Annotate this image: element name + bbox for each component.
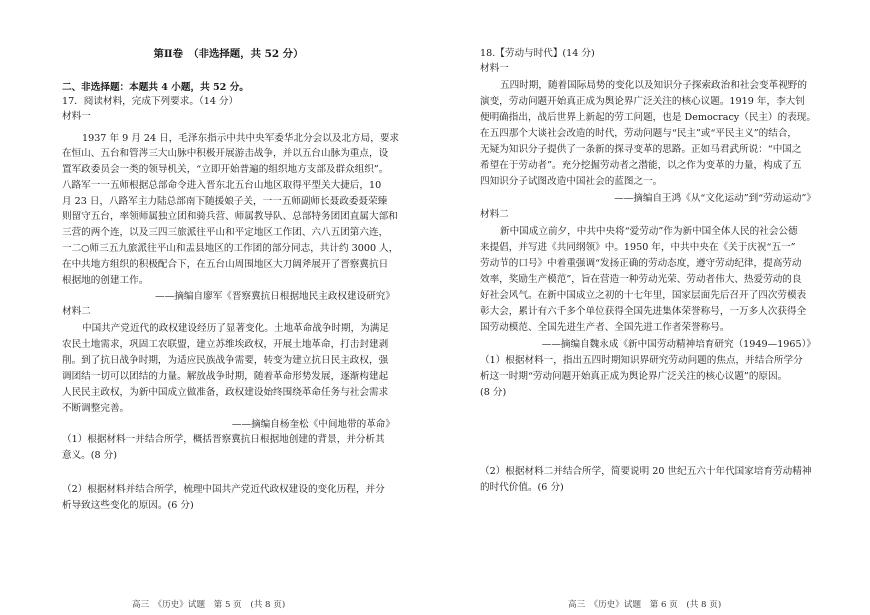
material-1-label: 材料一 <box>480 63 509 74</box>
material-1-label: 材料一 <box>62 111 91 122</box>
material-1-line: 1937 年 9 月 24 日，毛泽东指示中共中央军委华北分会以及北方局，要求 <box>82 133 400 144</box>
material-2-line: 国劳动模范、全国先进生产者、全国先进工作者荣誉称号。 <box>480 322 730 333</box>
question-18-1: 析这一时期“劳动问题开始真正成为舆论界广泛关注的核心议题”的原因。 <box>480 371 788 382</box>
material-1-line: 四知识分子试图改造中国社会的蓝图之一。 <box>480 176 663 187</box>
question-18-2: （2）根据材料二并结合所学，简要说明 20 世纪五六十年代国家培育劳动精神 <box>480 466 812 477</box>
left-page <box>62 0 400 615</box>
material-1-line: 无疑为知识分子提供了一条新的探寻变革的思路。正如马君武所说：“中国之 <box>480 144 802 155</box>
material-2-label: 材料二 <box>62 306 91 317</box>
material-2-line: 人民民主政权，为新中国成立做准备，政权建设始终围绕革命任务与社会需求 <box>62 387 389 398</box>
material-2-source: ——摘编自魏永成《新中国劳动精神培育研究（1949—1965）》 <box>541 339 816 350</box>
material-1-line: 根据地的创建工作。 <box>62 275 149 286</box>
question-18-1: （1）根据材料一，指出五四时期知识界研究劳动问题的焦点，并结合所学分 <box>480 355 803 366</box>
material-2-line: 农民土地需求，巩固工农联盟，建立苏维埃政权，开展土地革命，打击封建剥 <box>62 339 389 350</box>
material-2-line: 调团结一切可以团结的力量。解放战争时期，随着革命形势发展，逐渐构建起 <box>62 371 389 382</box>
material-2-line: 来提倡，并写进《共同纲领》中。1950 年，中共中央在《关于庆祝“五一” <box>480 242 796 253</box>
material-1-line: 五四时期，随着国际局势的变化以及知识分子探索政治和社会变革视野的 <box>500 80 807 91</box>
material-1-line: 在五四那个大谈社会改造的时代，劳动问题与“民主”或“平民主义”的结合， <box>480 128 798 139</box>
material-2-line: 新中国成立前夕，中共中央将“爱劳动”作为新中国全体人民的社会公德 <box>500 226 798 237</box>
page-footer: 高三 《历史》试题 第 6 页 (共 8 页) <box>568 600 722 610</box>
material-2-source: ——摘编自杨奎松《中间地带的革命》 <box>231 419 395 430</box>
page-footer: 高三 《历史》试题 第 5 页 (共 8 页) <box>132 600 286 610</box>
material-2-line: 效率，奖励生产模范”，旨在营造一种劳动光荣、劳动者伟大、热爱劳动的良 <box>480 274 802 285</box>
question-17-1: 意义。(8 分) <box>62 450 118 461</box>
material-1-line: 在中共地方组织的积极配合下，在五台山周围地区大刀阔斧展开了晋察冀抗日 <box>62 259 389 270</box>
material-1-line: 则留守五台，率领师属独立团和骑兵营、师属教导队、总部特务团团直属大部和 <box>62 211 398 222</box>
material-2-line: 不断调整完善。 <box>62 403 130 414</box>
material-2-label: 材料二 <box>480 209 509 220</box>
material-1-line: 希望在于劳动者”。充分挖掘劳动者之潜能，以之作为变革的力量，构成了五 <box>480 160 802 171</box>
material-1-line: 八路军一一五师根据总部命令进入晋东北五台山地区取得平型关大捷后，10 <box>62 180 382 191</box>
material-1-line: 便明确指出，战后世界上新起的劳工问题，也是 Democracy（民主）的表现。 <box>480 112 816 123</box>
question-17-heading: 17．阅读材料，完成下列要求。（14 分） <box>62 96 239 107</box>
question-18-2: 的时代价值。(6 分) <box>480 482 564 493</box>
question-17-2: （2）根据材料并结合所学，梳理中国共产党近代政权建设的变化历程，并分 <box>62 484 385 495</box>
material-2-line: 削。到了抗日战争时期，为适应民族战争需要，转变为建立抗日民主政权，强 <box>62 355 389 366</box>
material-2-line: 中国共产党近代的政权建设经历了显著变化。土地革命战争时期，为满足 <box>82 323 389 334</box>
right-page <box>480 0 816 615</box>
question-17-1: （1）根据材料一并结合所学，概括晋察冀抗日根据地创建的背景，并分析其 <box>62 434 385 445</box>
question-18-heading: 18.【劳动与时代】(14 分) <box>480 48 595 59</box>
material-1-source: ——摘编自廖军《晋察冀抗日根据地民主政权建设研究》 <box>155 291 395 302</box>
question-17-2: 析导致这些变化的原因。(6 分) <box>62 500 194 511</box>
material-1-line: 一二○师三五九旅派往平山和盂县地区的工作团的部分同志，共计约 3000 人， <box>62 243 399 254</box>
material-1-line: 在恒山、五台和管涔三大山脉中积极开展游击战争，并以五台山脉为重点，设 <box>62 148 389 159</box>
material-1-line: 月 23 日，八路军主力陆总部南下随援娘子关，一一五师副师长聂政委聂荣臻 <box>62 196 388 207</box>
material-1-line: 置军政委员会一类的领导机关，“立即开始普遍的组织地方支部及群众组织”。 <box>62 164 389 175</box>
material-1-line: 三营的两个连，以及三四三旅派往平山和平定地区工作团、六八五团第六连， <box>62 227 389 238</box>
material-1-line: 演变，劳动问题开始真正成为舆论界广泛关注的核心议题。1919 年，李大钊 <box>480 96 805 107</box>
material-2-line: 好社会风气。在新中国成立之初的十七年里，国家层面先后召开了四次劳模表 <box>480 290 807 301</box>
material-2-line: 彰大会，累计有六千多个单位获得全国先进集体荣誉称号，一万多人次获得全 <box>480 306 807 317</box>
section-title: 第Ⅱ卷 （非选择题，共 52 分） <box>153 48 304 60</box>
question-18-1: (8 分) <box>480 387 507 398</box>
material-1-source: ——摘编自王鸿《从“文化运动”到“劳动运动”》 <box>614 193 816 204</box>
material-2-line: 劳动节的口号》中着重强调“发扬正确的劳动态度，遵守劳动纪律，提高劳动 <box>480 258 802 269</box>
section-heading: 二、非选择题：本题共 4 小题，共 52 分。 <box>62 82 249 93</box>
